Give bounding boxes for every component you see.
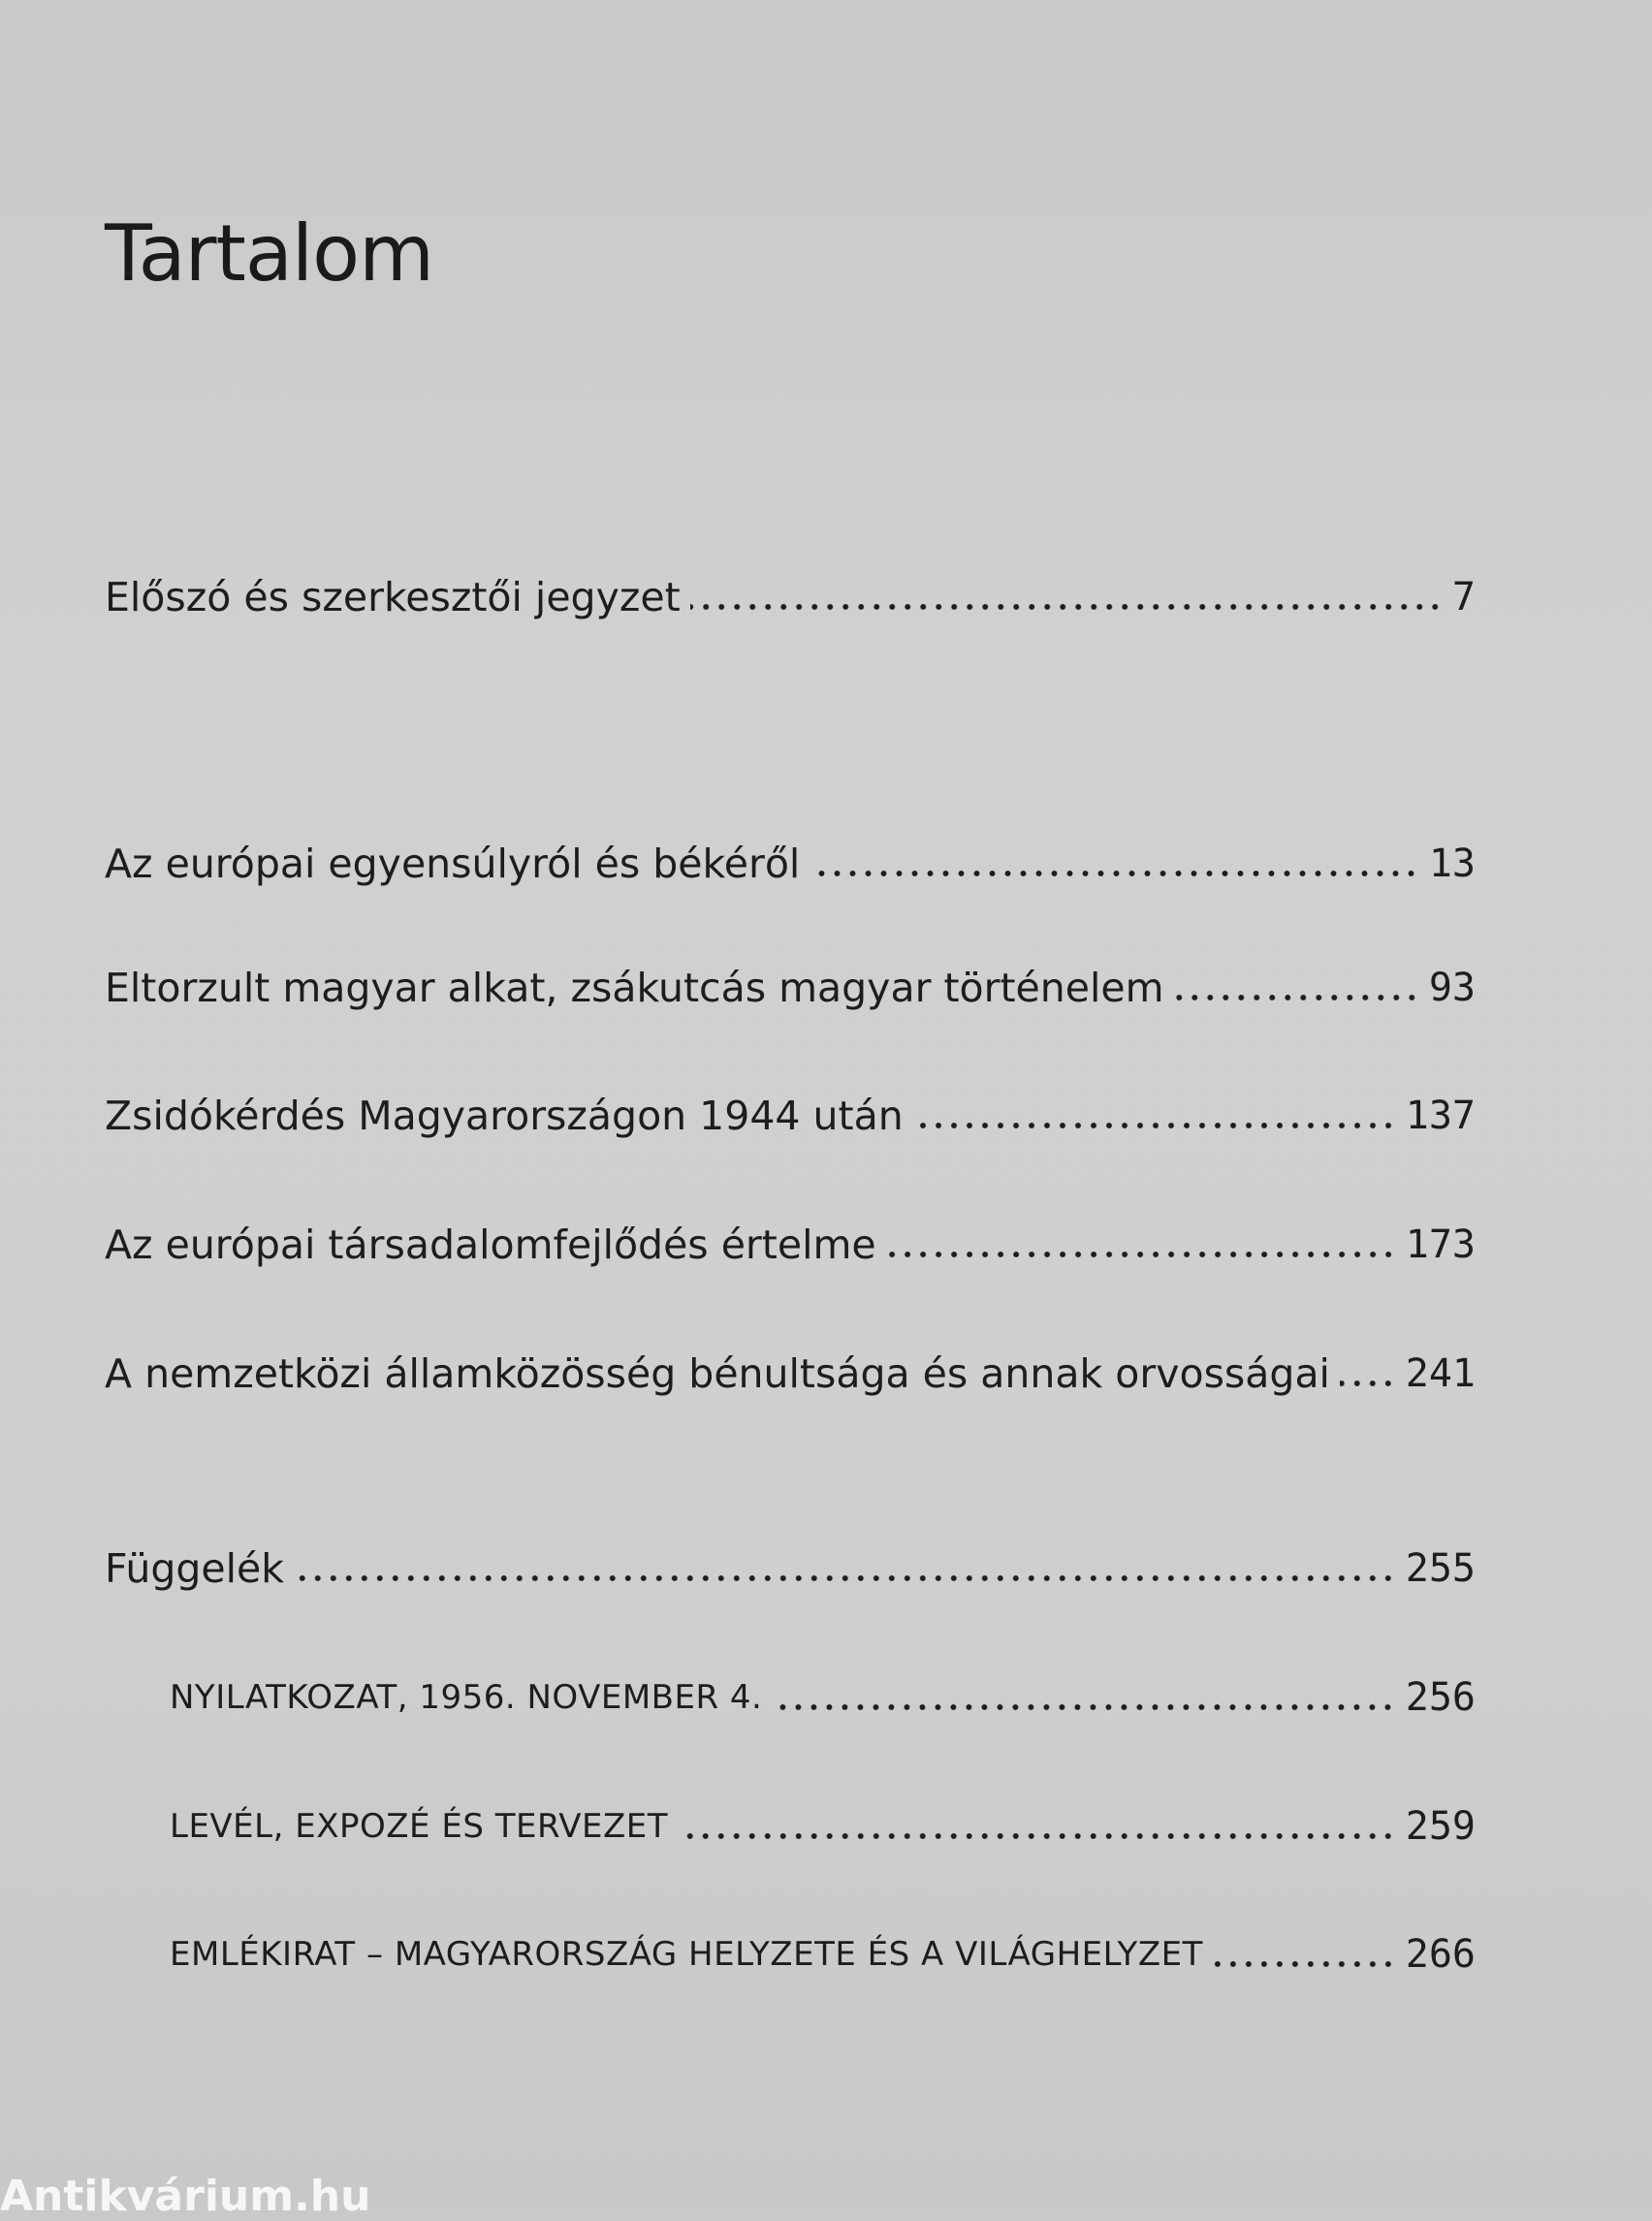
toc-page-number: 256 [1405,1675,1476,1720]
toc-entry-title: Előszó és szerkesztői jegyzet [105,574,681,620]
toc-entry [105,1534,1476,1592]
dot-leader [294,1574,1396,1582]
toc-page-number: 259 [1405,1804,1476,1849]
toc-entry [105,562,1476,620]
toc-page-number: 13 [1428,841,1476,886]
toc-page-number: 255 [1405,1546,1476,1591]
toc-entry-title: A nemzetközi államközösség bénultsága és annak orvosságai [105,1350,1330,1397]
toc-page-number: 241 [1405,1351,1476,1396]
toc-subentry [170,1792,1476,1850]
page-title: Tartalom [105,208,434,299]
toc-entry-title: Az európai társadalomfejlődés értelme [105,1222,876,1268]
toc-page-number: 173 [1405,1222,1476,1267]
dot-leader [772,1703,1395,1711]
toc-entry [105,953,1476,1011]
toc-entry-title: Függelék [105,1545,284,1592]
toc-page-number: 7 [1451,575,1476,619]
dot-leader [1213,1960,1396,1968]
dot-leader [678,1832,1396,1840]
toc-page-number: 266 [1405,1932,1476,1977]
toc-entry [105,1339,1476,1397]
toc-subentry-title: LEVÉL, EXPOZÉ ÉS TERVEZET [170,1807,669,1846]
toc-subentry-title: NYILATKOZAT, 1956. NOVEMBER 4. [170,1678,763,1717]
dot-leader [1340,1380,1396,1387]
toc-entry-title: Eltorzult magyar alkat, zsákutcás magyar történelem [105,965,1164,1011]
dot-leader [913,1122,1396,1129]
toc-entry [105,1081,1476,1139]
toc-entry [105,1210,1476,1268]
toc-page-number: 93 [1428,966,1476,1010]
toc-entry-title: Az európai egyensúlyról és békéről [105,841,801,887]
dot-leader [810,870,1419,877]
watermark-logo: Antikvárium.hu [0,2172,371,2221]
dot-leader [690,603,1443,611]
dot-leader [1174,994,1419,1001]
toc-subentry [170,1920,1476,1978]
toc-subentry [170,1663,1476,1721]
toc-subentry-title: EMLÉKIRAT – MAGYARORSZÁG HELYZETE ÉS A VILÁGHELYZET [170,1935,1203,1974]
toc-entry-title: Zsidókérdés Magyarországon 1944 után [105,1093,904,1139]
dot-leader [886,1251,1396,1258]
toc-entry [105,829,1476,887]
toc-page-number: 137 [1405,1094,1476,1138]
